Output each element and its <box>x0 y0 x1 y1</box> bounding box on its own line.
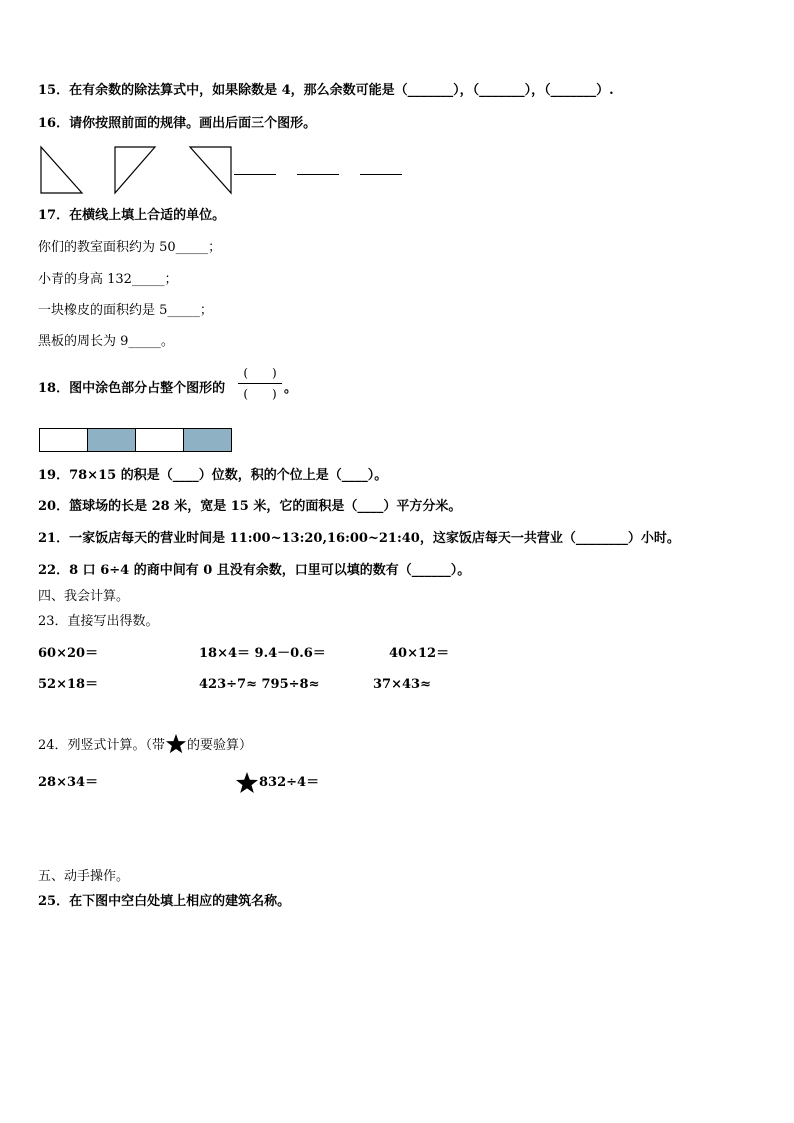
question-25: 25．在下图中空白处填上相应的建筑名称。 <box>38 894 291 909</box>
calc-item: 52×18＝ <box>38 677 99 692</box>
answer-blank-3[interactable] <box>360 174 402 175</box>
fraction-blank[interactable] <box>238 366 282 401</box>
question-17-item: 你们的教室面积约为 50_____； <box>38 240 222 255</box>
strip-cell <box>40 429 88 451</box>
section-4-heading: 四、我会计算。 <box>38 589 130 604</box>
shaded-strip <box>39 428 232 452</box>
question-24-title-end: 的要验算） <box>187 738 253 753</box>
question-18: 18．图中涂色部分占整个图形的 <box>38 381 226 396</box>
question-23-title: 23．直接写出得数。 <box>38 614 159 629</box>
fraction-denominator: ( ) <box>243 387 277 401</box>
question-19: 19．78×15 的积是（____）位数，积的个位上是（____）。 <box>38 468 388 483</box>
question-16: 16．请你按照前面的规律。画出后面三个图形。 <box>38 116 317 131</box>
strip-cell <box>88 429 136 451</box>
answer-blank-1[interactable] <box>234 174 276 175</box>
calc-item: 423÷7≈ 795÷8≈ <box>199 677 320 692</box>
star-icon <box>235 771 259 795</box>
question-24-title <box>38 733 252 755</box>
question-20: 20．篮球场的长是 28 米，宽是 15 米，它的面积是（____）平方分米。 <box>38 499 462 514</box>
question-21: 21．一家饭店每天的营业时间是 11:00~13:20,16:00~21:40，这家饭店每天一共营业（________）小时。 <box>38 531 680 546</box>
vertical-calc-item: 28×34＝ <box>38 775 99 790</box>
calc-item: 40×12＝ <box>389 646 450 661</box>
calc-item: 37×43≈ <box>373 677 431 692</box>
question-24-title-start: 24．列竖式计算。（带 <box>38 738 166 753</box>
vertical-calc-item: 832÷4＝ <box>259 775 320 790</box>
triangle-2 <box>115 147 155 193</box>
question-17-title: 17．在横线上填上合适的单位。 <box>38 208 226 223</box>
question-18-end: 。 <box>284 381 298 396</box>
question-17-item: 黑板的周长为 9_____。 <box>38 334 174 349</box>
question-17-item: 一块橡皮的面积约是 5_____； <box>38 303 213 318</box>
calc-item: 18×4＝ 9.4－0.6＝ <box>199 646 326 661</box>
star-icon <box>165 733 187 755</box>
calc-item: 60×20＝ <box>38 646 99 661</box>
question-15: 15．在有余数的除法算式中，如果除数是 4，那么余数可能是（_______），（_______），（_______）. <box>38 83 614 98</box>
section-5-heading: 五、动手操作。 <box>38 869 130 884</box>
triangle-3 <box>190 147 231 193</box>
strip-cell <box>184 429 231 451</box>
question-22: 22．8 口 6÷4 的商中间有 0 且没有余数，口里可以填的数有（______）。 <box>38 563 471 578</box>
triangle-pattern <box>36 142 406 198</box>
question-17-item: 小青的身高 132_____； <box>38 272 178 287</box>
answer-blank-2[interactable] <box>297 174 339 175</box>
fraction-numerator: ( ) <box>243 366 277 380</box>
fraction-bar <box>238 383 282 384</box>
strip-cell <box>136 429 184 451</box>
triangle-1 <box>41 147 82 193</box>
